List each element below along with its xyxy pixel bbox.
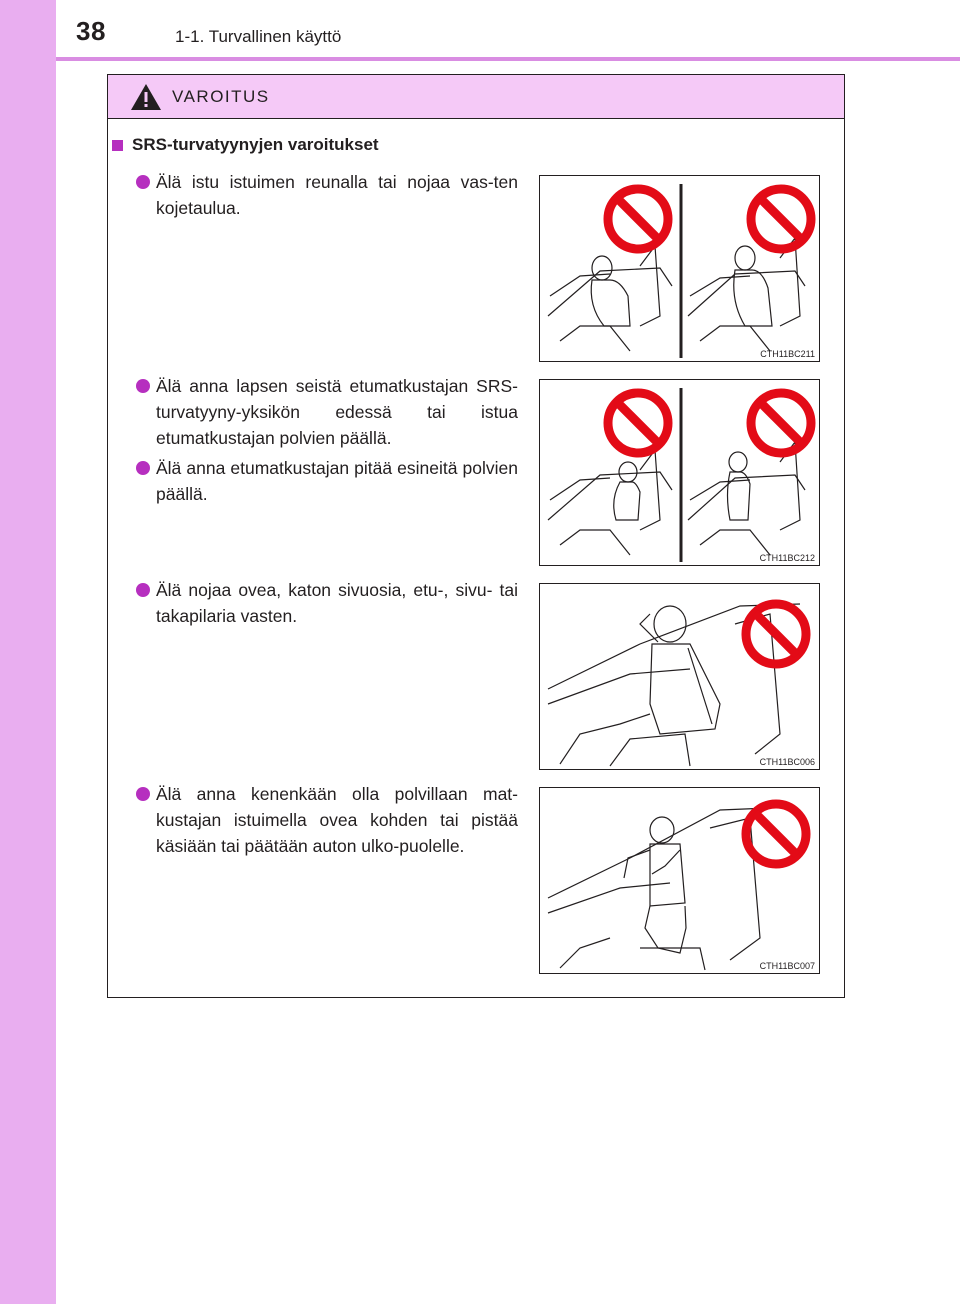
warning-item (136, 781, 518, 859)
section-title: 1-1. Turvallinen käyttö (175, 27, 342, 46)
prohibition-icon (746, 804, 806, 864)
bullet-dot-icon (136, 175, 150, 189)
warning-item (136, 577, 518, 629)
warning-item (136, 169, 518, 221)
bullet-dot-icon (136, 787, 150, 801)
warning-title: VAROITUS (172, 87, 270, 106)
figure-code: CTH11BC007 (759, 961, 815, 971)
prohibition-icon (751, 189, 811, 249)
warning-box (107, 74, 845, 998)
figure-code: CTH11BC211 (760, 349, 815, 359)
prohibition-icon (746, 604, 806, 664)
warning-header (108, 75, 844, 119)
square-bullet-icon (112, 140, 123, 151)
warning-item-text: Älä anna kenenkään olla polvillaan mat-kustajan istuimella ovea kohden tai pistää käsiään tai päätään auton ulko-puolelle. (156, 784, 518, 856)
warning-item-text: Älä anna lapsen seistä etumatkustajan SRS-turvatyyny-yksikön edessä tai istua etumatkustajan polvien päällä. (156, 376, 518, 448)
warning-item-text: Älä istu istuimen reunalla tai nojaa vas-ten kojetaulua. (156, 172, 518, 218)
prohibition-icon (608, 189, 668, 249)
warning-item (136, 455, 518, 507)
prohibition-icon (751, 393, 811, 453)
side-tab-strip (0, 0, 56, 1304)
warning-item (136, 373, 518, 451)
warning-item-text: Älä nojaa ovea, katon sivuosia, etu-, sivu- tai takapilaria vasten. (156, 580, 518, 626)
figure-code: CTH11BC006 (759, 757, 815, 767)
bullet-dot-icon (136, 461, 150, 475)
section-heading-text: SRS-turvatyynyjen varoitukset (132, 135, 379, 154)
illustration-kneeling-seat (539, 787, 820, 974)
illustration-leaning-door (539, 583, 820, 770)
prohibition-icon (608, 393, 668, 453)
header-divider (56, 57, 960, 61)
bullet-dot-icon (136, 583, 150, 597)
warning-triangle-icon (130, 83, 162, 111)
section-heading (112, 135, 379, 155)
illustration-dashboard-lean (539, 175, 820, 362)
figure-code: CTH11BC212 (759, 553, 815, 563)
bullet-dot-icon (136, 379, 150, 393)
page-number: 38 (76, 16, 106, 46)
illustration-child-standing (539, 379, 820, 566)
warning-item-text: Älä anna etumatkustajan pitää esineitä polvien päällä. (156, 458, 518, 504)
